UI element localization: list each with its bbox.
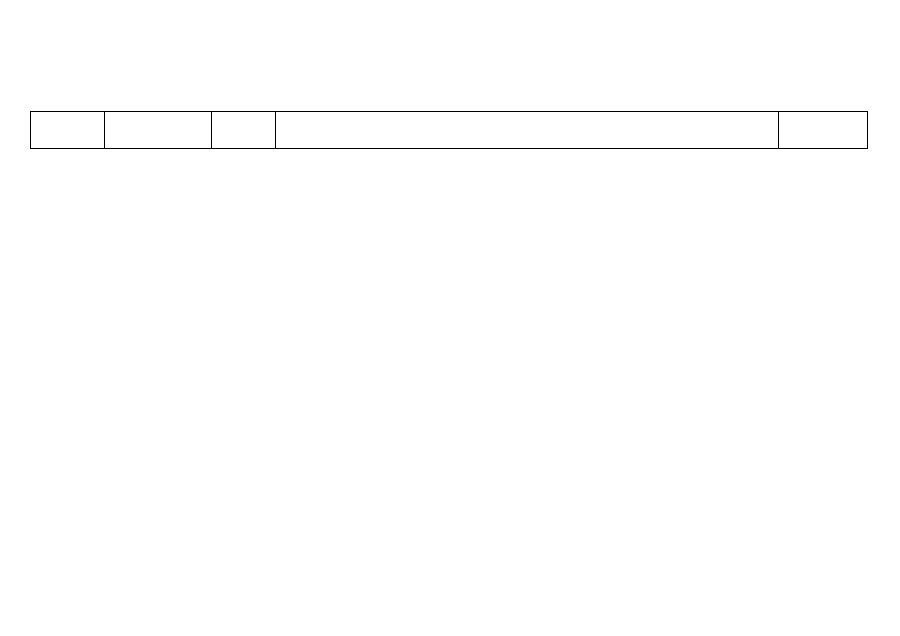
route-section-label <box>212 112 276 148</box>
route-number <box>105 112 212 148</box>
route-info <box>30 111 868 149</box>
operator-info <box>779 112 867 148</box>
route-section <box>276 112 779 148</box>
table-header <box>30 160 868 181</box>
route-number-label <box>31 112 105 148</box>
timetable <box>30 230 868 566</box>
trip-number <box>30 181 76 221</box>
first-trip-row <box>30 181 868 221</box>
terminal-time <box>76 181 174 221</box>
